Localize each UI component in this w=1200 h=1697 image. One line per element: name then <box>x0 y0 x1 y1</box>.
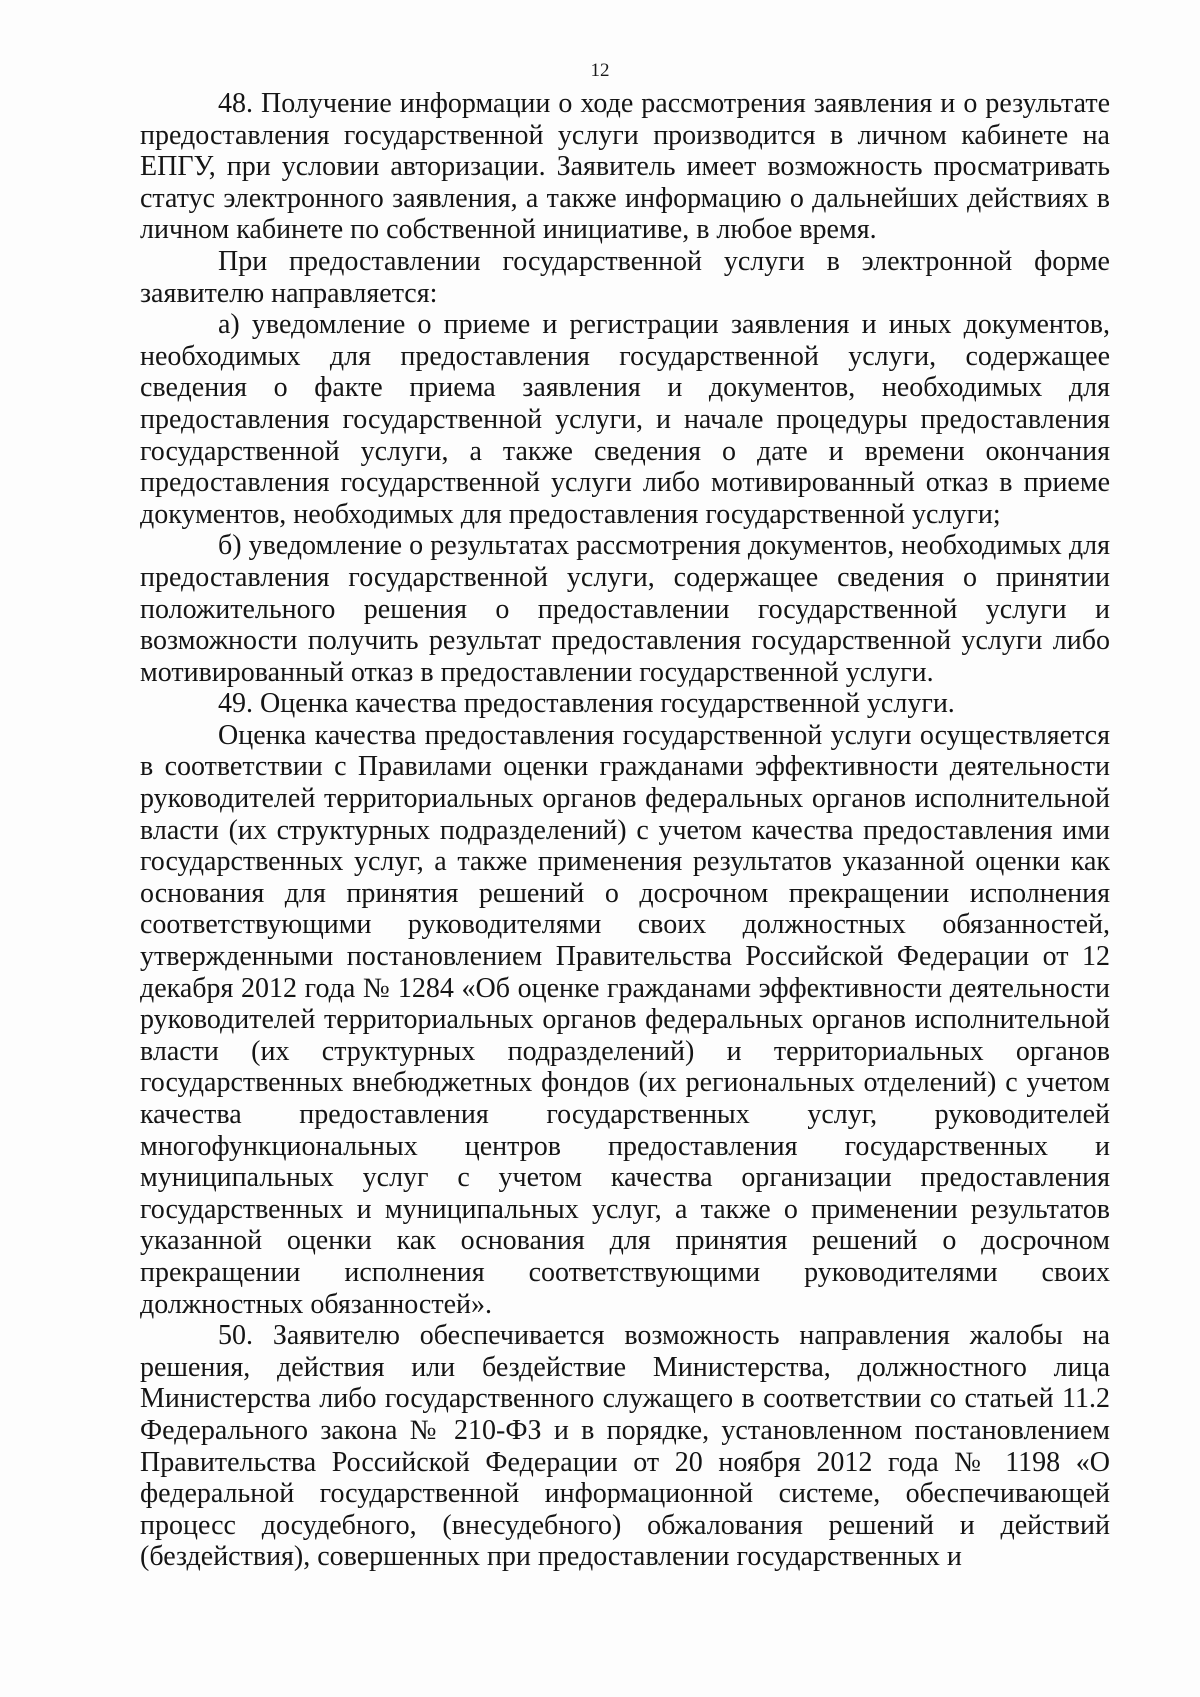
paragraph-50: 50. Заявителю обеспечивается возможность направления жалобы на решения, действия или бездействие Министерства, должностного лица Министерства либо государственного служащего в соответствии со статьей 11.2 Федерального закона № 210-ФЗ и в порядке, установленном постановлением Правительства Российской Федерации от 20 ноября 2012 года № 1198 «О федеральной государственной информационной системе, обеспечивающей процесс досудебного, (внесудебного) обжалования решений и действий (бездействия), совершенных при предоставлении государственных и <box>140 1320 1110 1573</box>
page-number: 12 <box>590 60 610 81</box>
paragraph-electronic-form: При предоставлении государственной услуги в электронной форме заявителю направляется: <box>140 245 1110 309</box>
paragraph-quality-assessment: Оценка качества предоставления государственной услуги осуществляется в соответствии с Правилами оценки гражданами эффективности деятельности руководителей территориальных органов федеральных органов исполнительной власти (их структурных подразделений) с учетом качества предоставления ими государственных услуг, а также применения результатов указанной оценки как основания для принятия решений о досрочном прекращении исполнения соответствующими руководителями своих должностных обязанностей, утвержденными постановлением Правительства Российской Федерации от 12 декабря 2012 года № 1284 «Об оценке гражданами эффективности деятельности руководителей территориальных органов федеральных органов исполнительной власти (их структурных подразделений) и территориальных органов государственных внебюджетных фондов (их региональных отделений) с учетом качества предоставления государственных услуг, руководителей многофункциональных центров предоставления государственных и муниципальных услуг с учетом качества организации предоставления государственных и муниципальных услуг, а также о применении результатов указанной оценки как основания для принятия решений о досрочном прекращении исполнения соответствующими руководителями своих должностных обязанностей». <box>140 719 1110 1320</box>
paragraph-item-b: б) уведомление о результатах рассмотрения документов, необходимых для предоставления государственной услуги, содержащее сведения о принятии положительного решения о предоставлении государственной услуги и возможности получить результат предоставления государственной услуги либо мотивированный отказ в предоставлении государственной услуги. <box>140 530 1110 688</box>
paragraph-49: 49. Оценка качества предоставления государственной услуги. <box>218 688 955 720</box>
paragraph-48: 48. Получение информации о ходе рассмотрения заявления и о результате предоставления государственной услуги производится в личном кабинете на ЕПГУ, при условии авторизации. Заявитель имеет возможность просматривать статус электронного заявления, а также информацию о дальнейших действиях в личном кабинете по собственной инициативе, в любое время. <box>140 88 1110 246</box>
document-body <box>140 88 1110 1573</box>
paragraph-item-a: а) уведомление о приеме и регистрации заявления и иных документов, необходимых для предоставления государственной услуги, содержащее сведения о факте приема заявления и документов, необходимых для предоставления государственной услуги, и начале процедуры предоставления государственной услуги, а также сведения о дате и времени окончания предоставления государственной услуги либо мотивированный отказ в приеме документов, необходимых для предоставления государственной услуги; <box>140 309 1110 530</box>
